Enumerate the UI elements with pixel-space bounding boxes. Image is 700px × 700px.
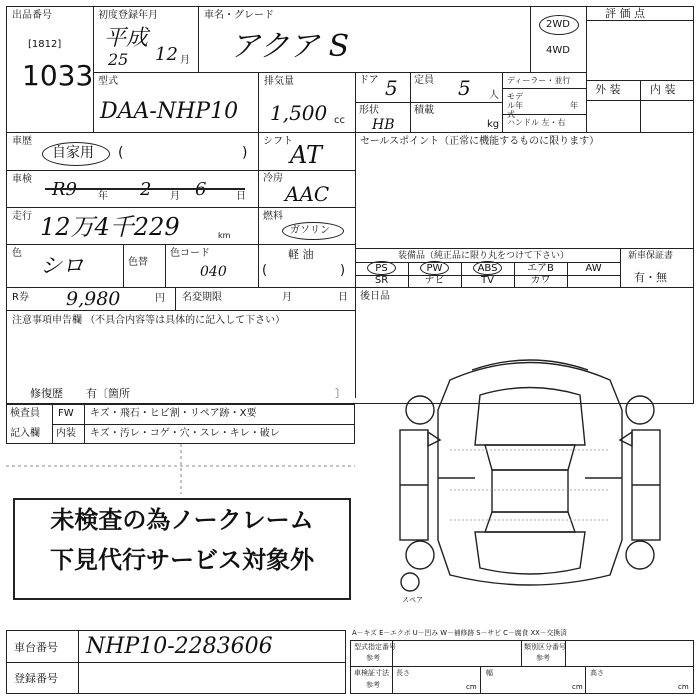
load-unit: kg bbox=[487, 119, 500, 130]
equipment-item: PS bbox=[375, 262, 388, 274]
color-value: シロ bbox=[40, 254, 85, 279]
int-label: 内装 bbox=[56, 428, 76, 439]
first-reg-label: 初度登録年月 bbox=[98, 10, 158, 21]
inspector-label: 検査員 bbox=[10, 408, 40, 419]
name-label: 車名・グレード bbox=[204, 10, 274, 21]
model-year-label: モデル年式 bbox=[507, 92, 523, 119]
width-label: 幅 bbox=[486, 669, 493, 677]
equipment-item: AW bbox=[585, 262, 602, 274]
equipment-item: SR bbox=[374, 275, 389, 286]
door-value: 5 bbox=[385, 76, 398, 100]
inspection-year-unit: 年 bbox=[98, 191, 108, 202]
capacity-label: 定員 bbox=[414, 75, 434, 86]
drive-4wd: 4WD bbox=[546, 45, 570, 56]
r-label: R券 bbox=[12, 292, 29, 303]
fuel-label: 燃料 bbox=[263, 211, 283, 222]
fuel-gas: ガソリン bbox=[290, 225, 330, 236]
equipment-item: ナビ bbox=[424, 275, 445, 286]
fw-text: キズ・飛石・ヒビ割・リペア跡・X要 bbox=[90, 408, 257, 419]
repair-label: 修復歴 bbox=[30, 387, 63, 400]
r-value: 9,980 bbox=[66, 288, 121, 310]
shift-label: シフト bbox=[263, 136, 293, 147]
displacement-unit: cc bbox=[334, 115, 345, 126]
model-cert-sub: 参考 bbox=[366, 654, 380, 662]
chassis-value: NHP10-2283606 bbox=[86, 634, 273, 659]
model-value: DAA-NHP10 bbox=[100, 99, 239, 124]
color-change-label: 色替 bbox=[128, 257, 148, 268]
color-code-label: 色コード bbox=[170, 248, 210, 259]
usage-label: 車歴 bbox=[12, 136, 32, 147]
equipment-item: TV bbox=[481, 275, 494, 286]
shape-value: HB bbox=[372, 117, 395, 133]
cert-dims-sub: 参考 bbox=[366, 681, 380, 689]
exterior-label: 外 装 bbox=[595, 83, 621, 96]
color-label: 色 bbox=[12, 248, 22, 259]
cert-dims-label: 車検証寸法 bbox=[354, 669, 389, 677]
equipment-item: PW bbox=[426, 262, 443, 274]
equipment-circle bbox=[473, 261, 502, 275]
width-unit: cm bbox=[572, 683, 583, 691]
length-unit: cm bbox=[466, 683, 477, 691]
equipment-item: エアB bbox=[527, 262, 554, 274]
r-unit: 円 bbox=[155, 293, 165, 304]
shape-label: 形状 bbox=[359, 105, 379, 116]
fw-label: FW bbox=[58, 408, 74, 419]
length-label: 長さ bbox=[396, 669, 410, 677]
usage-value: 自家用 bbox=[52, 145, 94, 161]
record-label: 記入欄 bbox=[10, 428, 40, 439]
equipment-circle bbox=[420, 261, 449, 275]
repair-close: 〕 bbox=[335, 387, 346, 400]
regno-label: 登録番号 bbox=[14, 672, 58, 685]
notes-label: 注意事項申告欄 （不具合内容等は具体的に記入して下さい） bbox=[12, 315, 286, 326]
first-reg-month-unit: 月 bbox=[180, 55, 190, 66]
mileage-unit: km bbox=[218, 231, 231, 240]
color-code-value: 040 bbox=[200, 264, 227, 280]
interior-label: 内 装 bbox=[650, 83, 676, 96]
footer-right-box bbox=[350, 640, 694, 694]
mileage-label: 走行 bbox=[12, 211, 32, 222]
cooling-label: 冷房 bbox=[263, 173, 283, 184]
class-label: 類別区分番号 bbox=[524, 643, 566, 651]
fuel-paren-open: ( bbox=[262, 263, 268, 278]
displacement-label: 排気量 bbox=[264, 76, 294, 87]
height-unit: cm bbox=[678, 683, 689, 691]
inspection-day-unit: 日 bbox=[236, 191, 246, 202]
first-reg-month: 12 bbox=[155, 44, 178, 65]
shift-value: AT bbox=[290, 141, 323, 169]
eval-label: 評 価 点 bbox=[605, 7, 645, 20]
car-damage-diagram bbox=[380, 350, 680, 600]
drive-2wd: 2WD bbox=[546, 19, 570, 30]
warranty-label: 新車保証書 bbox=[628, 251, 674, 261]
spare-label: スペア bbox=[402, 596, 423, 604]
name-change-month: 月 bbox=[282, 292, 292, 303]
handle-label: ハンドル 左・右 bbox=[507, 118, 566, 127]
dealer-label: ディーラー・並行 bbox=[507, 76, 571, 85]
model-label: 型式 bbox=[98, 76, 118, 87]
model-year-unit: 年 bbox=[570, 101, 578, 110]
model-cert-label: 型式指定番号 bbox=[354, 643, 396, 651]
mileage-value: 12万4千229 bbox=[40, 213, 180, 241]
inspection-label: 車検 bbox=[12, 174, 32, 185]
inspection-strike bbox=[45, 188, 245, 190]
inspection-month: 2 bbox=[140, 179, 152, 200]
capacity-unit: 人 bbox=[489, 90, 499, 101]
lot-code: [1812] bbox=[28, 39, 62, 50]
name-value: アクア S bbox=[230, 29, 350, 64]
equipment-item: カワ bbox=[530, 275, 551, 286]
equipment-label: 装備品（純正品に限り丸をつけて下さい） bbox=[398, 251, 570, 261]
displacement-value: 1,500 bbox=[270, 101, 328, 125]
height-label: 高さ bbox=[590, 669, 604, 677]
first-reg-era: 平成 bbox=[104, 26, 149, 51]
class-sub: 参考 bbox=[536, 654, 550, 662]
name-change-day: 日 bbox=[338, 292, 348, 303]
later-items-label: 後日品 bbox=[360, 291, 390, 302]
guide-lines bbox=[6, 444, 355, 494]
banner-line2: 下見代行サービス対象外 bbox=[50, 546, 314, 574]
name-change-label: 名変期限 bbox=[182, 292, 222, 303]
door-label: ドア bbox=[359, 75, 379, 86]
cooling-value: AAC bbox=[285, 182, 330, 206]
equipment-circle bbox=[367, 261, 396, 275]
repair-value: 有〔箇所 bbox=[86, 387, 130, 400]
inspection-year: R9 bbox=[52, 179, 78, 200]
fuel-paren-close: ) bbox=[340, 263, 346, 278]
lot-label: 出品番号 bbox=[12, 10, 52, 21]
chassis-label: 車台番号 bbox=[14, 641, 58, 654]
inspection-day: 6 bbox=[195, 179, 207, 200]
sales-point-label: セールスポイント（正常に機能するものに限ります） bbox=[360, 136, 600, 147]
int-text: キズ・汚レ・コゲ・穴・スレ・キレ・破レ bbox=[90, 428, 280, 439]
banner-line1: 未検査の為ノークレーム bbox=[50, 506, 314, 534]
usage-paren-open: ( bbox=[118, 145, 124, 161]
equipment-item: ABS bbox=[477, 262, 498, 274]
capacity-value: 5 bbox=[458, 76, 471, 100]
damage-legend: A－キズ E－エクボ U－凹み W－補修跡 S－サビ C－腐食 XX－交換済 bbox=[352, 629, 567, 637]
usage-paren-close: ) bbox=[242, 145, 248, 161]
first-reg-year: 25 bbox=[108, 50, 129, 69]
fuel-diesel: 軽 油 bbox=[288, 248, 314, 261]
load-label: 積載 bbox=[414, 105, 434, 116]
warranty-value: 有・無 bbox=[634, 271, 667, 284]
lot-number: 1033 bbox=[22, 59, 94, 92]
inspection-month-unit: 月 bbox=[170, 191, 180, 202]
